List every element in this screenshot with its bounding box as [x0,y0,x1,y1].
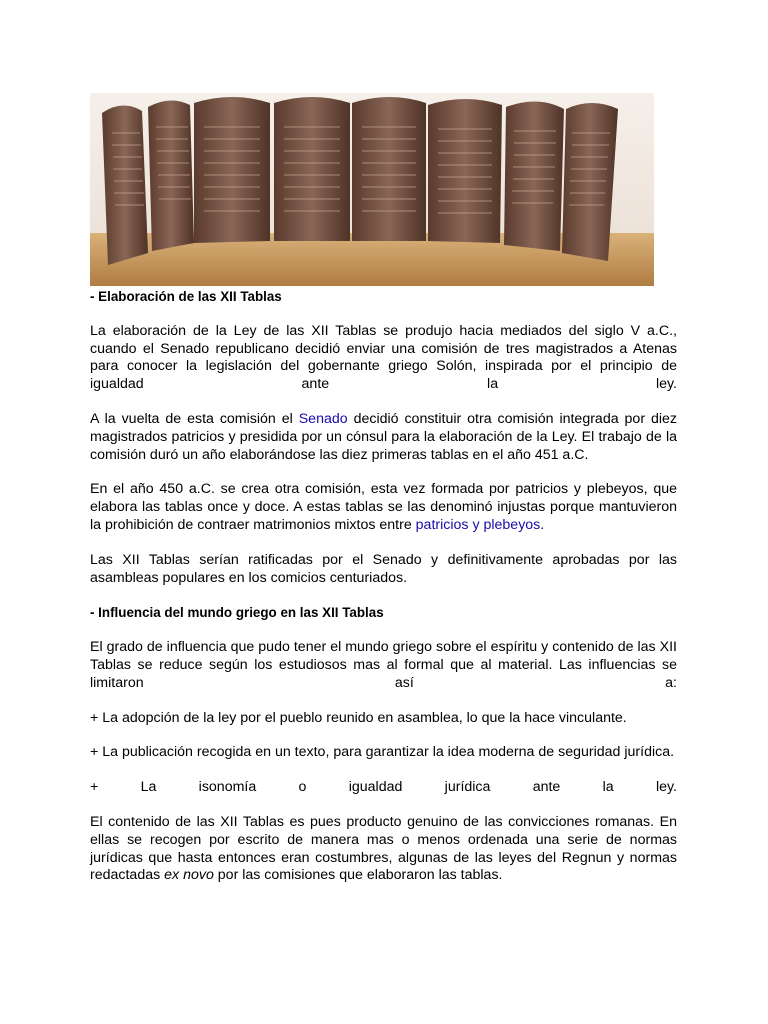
paragraph [90,411,677,464]
twelve-tables-photo [90,93,654,286]
text-run: decidió constituir otra comisión integrada por diez magistrados patricios y presidida por un cónsul para la elaboración de la Ley. El trabajo de la comisión duró un año elaborándose las diez primeras tablas en el año 451 a.C. [90,410,677,463]
paragraph [90,814,677,885]
article [90,93,677,902]
senado-link[interactable]: Senado [298,410,348,427]
emphasis: ex novo [164,867,214,884]
section-heading-influencia: - Influencia del mundo griego en las XII Tablas [90,605,384,621]
text-run: por las comisiones que elaboraron las tablas. [213,867,503,884]
patricios-plebeyos-link[interactable]: patricios y plebeyos [415,516,541,533]
text-run: . [540,516,545,533]
list-item: + La isonomía o igualdad jurídica ante la ley. [90,779,677,796]
paragraph: El grado de influencia que pudo tener el mundo griego sobre el espíritu y contenido de las XII Tablas se reduce según los estudiosos mas al formal que al material. Las influencias se limitaron así a: [90,639,677,691]
text-run: A la vuelta de esta comisión el [90,410,299,427]
list-item: + La adopción de la ley por el pueblo reunido en asamblea, lo que la hace vinculante. [90,709,627,726]
paragraph: La elaboración de la Ley de las XII Tablas se produjo hacia mediados del siglo V a.C., cuando el Senado republicano decidió enviar una comisión de tres magistrados a Atenas para conocer la legislación del gobernante griego Solón, inspirada por el principio de igualdad ante la ley. [90,322,677,393]
text-run: El contenido de las XII Tablas es pues producto genuino de las convicciones romanas. En ellas se recogen por escrito de manera mas o menos ordenada una serie de normas jurídicas que hasta entonces eran costumbres, algunas de las leyes del Regnun y normas redactadas [90,813,677,884]
paragraph [90,481,677,534]
section-heading-elaboracion: - Elaboración de las XII Tablas [90,289,282,304]
list-item: + La publicación recogida en un texto, para garantizar la idea moderna de seguridad jurídica. [90,744,675,761]
paragraph: Las XII Tablas serían ratificadas por el Senado y definitivamente aprobadas por las asambleas populares en los comicios centuriados. [90,551,677,586]
text-run: En el año 450 a.C. se crea otra comisión, esta vez formada por patricios y plebeyos, que elabora las tablas once y doce. A estas tablas se las denominó injustas porque mantuvieron la prohibición de contraer matrimonios mixtos entre [90,481,677,533]
